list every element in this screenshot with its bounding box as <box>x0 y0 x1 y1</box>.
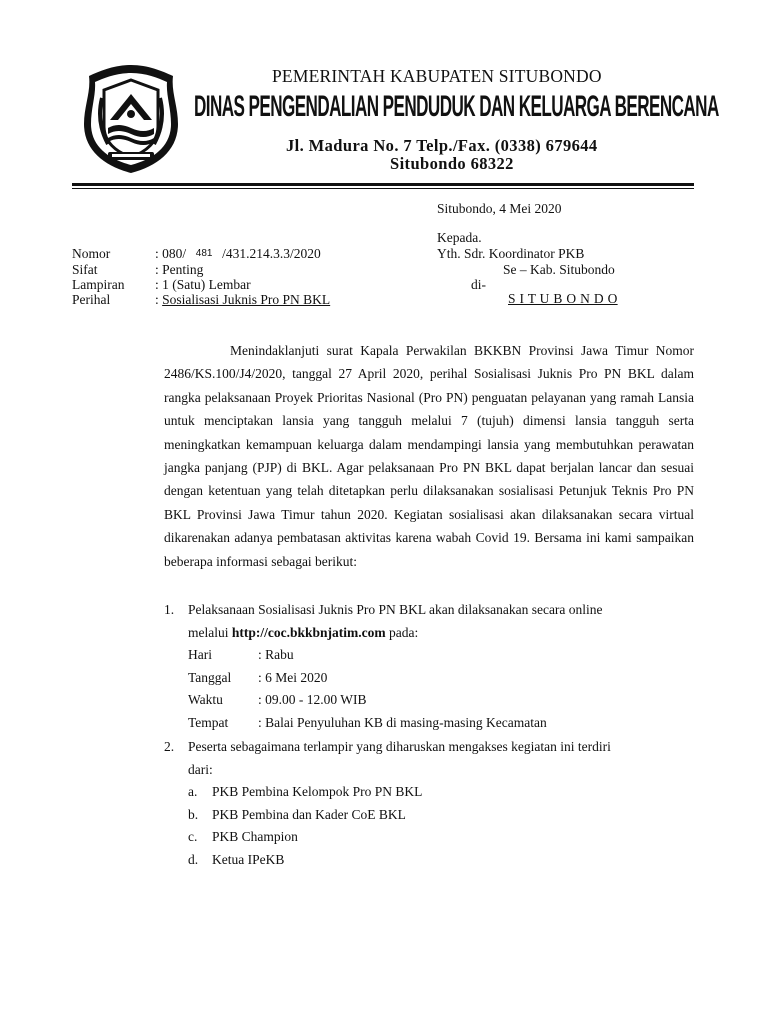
lampiran-value: : 1 (Satu) Lembar <box>155 277 251 292</box>
nomor-prefix: : 080/ <box>155 246 187 261</box>
list-item-1-number: 1. <box>164 602 175 617</box>
sub-item-letter: d. <box>188 851 199 867</box>
detail-row <box>164 689 694 712</box>
detail-row <box>164 712 694 735</box>
list-item-2-line1: Peserta sebagaimana terlampir yang diharuskan mengakses kegiatan ini terdiri <box>188 739 611 754</box>
lampiran-label: Lampiran <box>72 277 125 292</box>
sub-item-text: PKB Pembina Kelompok Pro PN BKL <box>212 784 423 799</box>
sub-item-text: PKB Champion <box>212 829 298 844</box>
sub-item-text: PKB Pembina dan Kader CoE BKL <box>212 806 406 822</box>
perihal-label: Perihal <box>72 292 111 307</box>
sub-item-letter: b. <box>188 806 199 822</box>
sifat-value: : Penting <box>155 262 204 277</box>
sifat-label: Sifat <box>72 262 98 277</box>
detail-key-tanggal: Tanggal <box>188 669 232 685</box>
recipient-name: Yth. Sdr. Koordinator PKB <box>437 246 585 261</box>
detail-row <box>164 644 694 667</box>
list-item-1-line2 <box>164 622 694 645</box>
detail-value-tempat: : Balai Penyuluhan KB di masing-masing Kecamatan <box>258 714 547 730</box>
link-suffix: pada: <box>385 624 419 640</box>
detail-value-waktu: : 09.00 - 12.00 WIB <box>258 692 367 707</box>
list-item-2-number: 2. <box>164 739 175 754</box>
event-link[interactable]: http://coc.bkkbnjatim.com <box>231 624 386 640</box>
nomor-value <box>155 246 321 262</box>
agency-title: DINAS PENGENDALIAN PENDUDUK DAN KELUARGA BERENCANA <box>194 90 719 123</box>
sub-item <box>164 849 694 872</box>
detail-value-tanggal: : 6 Mei 2020 <box>258 669 328 685</box>
sub-item-letter: c. <box>188 829 198 844</box>
sub-item-letter: a. <box>188 784 198 799</box>
list-item-2-line2: dari: <box>188 761 213 777</box>
nomor-suffix: /431.214.3.3/2020 <box>222 246 321 261</box>
link-prefix: melalui <box>188 624 232 640</box>
sub-item <box>164 781 694 804</box>
recipient-place: S I T U B O N D O <box>508 291 618 306</box>
letterhead-rule-thin <box>72 188 694 189</box>
office-address: Jl. Madura No. 7 Telp./Fax. (0338) 679644 <box>286 136 598 155</box>
sub-item <box>164 826 694 849</box>
recipient-kepada: Kepada. <box>437 230 482 245</box>
detail-value-hari: : Rabu <box>258 647 294 662</box>
recipient-di: di- <box>471 277 486 292</box>
letterhead-rule-thick <box>72 183 694 186</box>
detail-key-tempat: Tempat <box>188 714 229 730</box>
list-item-1-line1: Pelaksanaan Sosialisasi Juknis Pro PN BKL akan dilaksanakan secara online <box>188 602 603 617</box>
regency-emblem-logo <box>78 62 184 176</box>
detail-key-waktu: Waktu <box>188 692 223 707</box>
list-item-1 <box>164 599 694 734</box>
government-title: PEMERINTAH KABUPATEN SITUBONDO <box>272 66 602 86</box>
sub-item <box>164 804 694 827</box>
detail-key-hari: Hari <box>188 647 212 662</box>
perihal-subject: Sosialisasi Juknis Pro PN BKL <box>162 292 331 307</box>
detail-row <box>164 667 694 690</box>
sub-item-text: Ketua IPeKB <box>212 851 285 867</box>
perihal-value <box>155 292 330 308</box>
office-city: Situbondo 68322 <box>390 154 514 173</box>
perihal-colon: : <box>155 292 163 307</box>
recipient-scope: Se – Kab. Situbondo <box>503 262 615 277</box>
body-paragraph: Menindaklanjuti surat Kapala Perwakilan BKKBN Provinsi Jawa Timur Nomor 2486/KS.100/J4/2020, tanggal 27 April 2020, perihal Sosialisasi Juknis Pro PN BKL dalam rangka pelaksanaan Proyek Prioritas Nasional (Pro PN) penguatan pelayanan yang ramah Lansia untuk menciptakan lansia yang tangguh melalui 7 (tujuh) dimensi lansia tangguh serta meningkatkan kemampuan keluarga dalam mendampingi lansia yang membutuhkan perawatan jangka panjang (PJP) di BKL. Agar pelaksanaan Pro PN BKL dapat berjalan lancar dan sesuai dengan ketentuan yang telah ditetapkan perlu dilaksanakan sosialisasi Petunjuk Teknis Pro PN BKL Provinsi Jawa Timur tahun 2020. Kegiatan sosialisasi akan dilaksanakan secara virtual dikarenakan adanya pembatasan aktivitas karena wabah Covid 19. Bersama ini kami sampaikan beberapa informasi sebagai berikut: <box>164 343 694 569</box>
nomor-handwritten: 481 <box>195 248 213 259</box>
letter-date: Situbondo, 4 Mei 2020 <box>437 201 562 216</box>
nomor-label: Nomor <box>72 246 111 261</box>
list-item-2 <box>164 736 694 871</box>
